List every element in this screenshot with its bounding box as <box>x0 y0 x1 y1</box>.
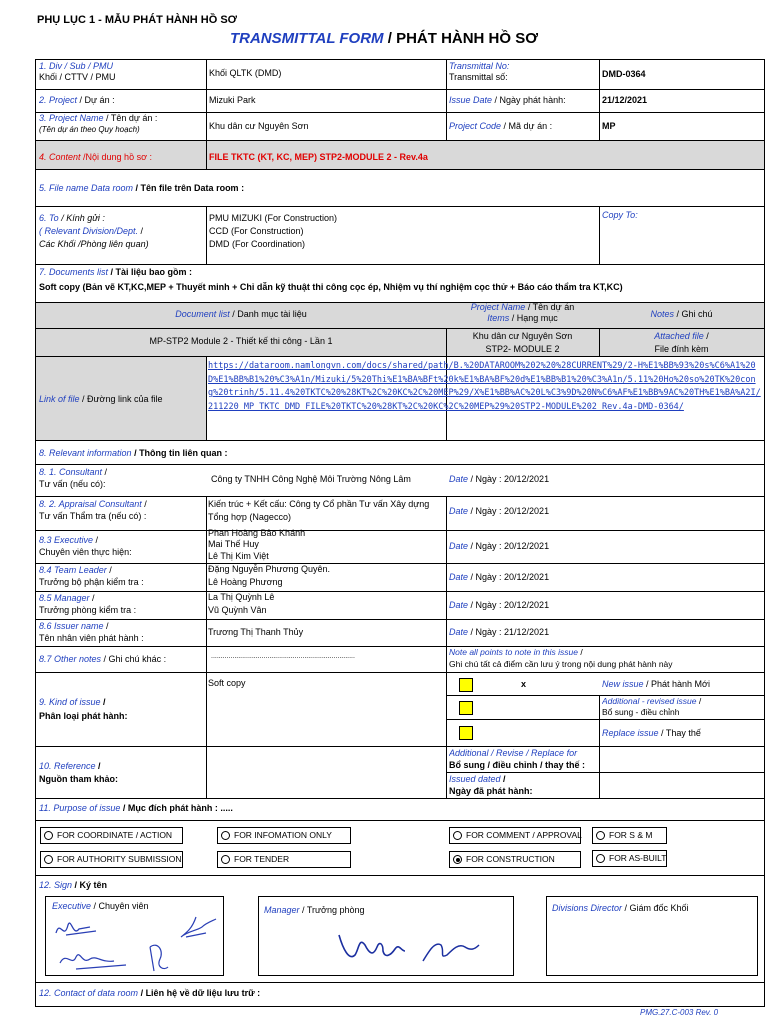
other-notes-dots: .......................................................................... <box>211 653 355 660</box>
radio-selected-icon <box>453 855 462 864</box>
purpose-sm-radio[interactable]: FOR S & M <box>592 827 667 844</box>
issuer-date: Date / Ngày : 21/12/2021 <box>449 627 550 637</box>
executive-signature-box <box>45 896 224 976</box>
manager-signature-box <box>258 896 514 976</box>
team-leader-label: 8.4 Team Leader / Trưởng bộ phận kiểm tra : <box>39 565 144 588</box>
to-label: 6. To / Kính gửi : ( Relevant Division/Dept. / Các Khối /Phòng liên quan) <box>39 213 149 250</box>
kind-value: Soft copy <box>208 678 246 688</box>
transmittal-no-label: Transmittal No: Transmittal số: <box>449 61 510 83</box>
project-name-value: Khu dân cư Nguyên Sơn <box>209 121 309 131</box>
radio-circle-icon <box>44 831 53 840</box>
purpose-label: 11. Purpose of issue / Mục đích phát hành : ..... <box>39 803 233 813</box>
div-label: 1. Div / Sub / PMU Khối / CTTV / PMU <box>39 61 116 83</box>
issue-date-value: 21/12/2021 <box>602 95 648 105</box>
radio-circle-icon <box>221 855 230 864</box>
reference-label: 10. Reference / Nguồn tham khảo: <box>39 761 118 785</box>
appraisal-label: 8. 2. Appraisal Consultant / Tư vấn Thẩm tra (nếu có) : <box>39 499 147 522</box>
executive-label: 8.3 Executive / Chuyên viên thực hiện: <box>39 535 132 558</box>
other-notes-label: 8.7 Other notes / Ghi chú khác : <box>39 654 167 664</box>
radio-circle-icon <box>596 854 605 863</box>
project-value: Mizuki Park <box>209 95 256 105</box>
project-items-value: Khu dân cư Nguyên Sơn STP2- MODULE 2 <box>472 331 573 354</box>
relevant-label: 8. Relevant information / Thông tin liên quan : <box>39 448 228 458</box>
appraisal-date: Date / Ngày : 20/12/2021 <box>449 506 550 516</box>
purpose-information-radio[interactable]: FOR INFOMATION ONLY <box>217 827 351 844</box>
radio-circle-icon <box>453 831 462 840</box>
consultant-value: Công ty TNHH Công Nghệ Môi Trường Nông Lâm <box>211 474 411 484</box>
appraisal-value: Kiến trúc + Kết cấu: Công ty Cổ phần Tư vấn Xây dựng Tổng hợp (Nagecco) <box>208 499 430 523</box>
transmittal-no-value: DMD-0364 <box>602 69 646 79</box>
manager-value: La Thị Quỳnh Lê Vũ Quỳnh Vân <box>208 592 275 615</box>
notes-header: Notes / Ghi chú <box>650 309 713 319</box>
form-title-en: TRANSMITTAL FORM <box>229 30 384 47</box>
kind-label: 9. Kind of issue / Phân loại phát hành: <box>39 697 128 721</box>
reference-issued-label: Issued dated / Ngày đã phát hành: <box>449 774 533 797</box>
issuer-value: Trương Thị Thanh Thủy <box>208 627 304 637</box>
contact-label: 12. Contact of data room / Liên hệ về dữ liệu lưu trữ : <box>39 988 261 998</box>
revised-issue-label: Additional - revised issue / Bổ sung - điều chỉnh <box>602 696 702 717</box>
manager-signature-image <box>259 915 513 975</box>
manager-sign-label: Manager / Trưởng phòng <box>264 905 365 915</box>
form-title: TRANSMITTAL FORM / PHÁT HÀNH HỒ SƠ <box>229 30 539 47</box>
purpose-construction-radio[interactable]: FOR CONSTRUCTION <box>449 851 581 868</box>
doc-list-value: MP-STP2 Module 2 - Thiết kế thi công - Lần 1 <box>149 336 333 346</box>
team-leader-value: Đặng Nguyễn Phương Quyên. Lê Hoàng Phương <box>208 564 331 587</box>
project-code-label: Project Code / Mã dự án : <box>449 121 553 131</box>
issuer-label: 8.6 Issuer name / Tên nhân viên phát hành : <box>39 621 144 644</box>
director-signature-box <box>546 896 758 976</box>
project-label: 2. Project / Dự án : <box>39 95 115 105</box>
radio-circle-icon <box>596 831 605 840</box>
content-label: 4. Content /Nội dung hồ sơ : <box>39 152 152 162</box>
executive-date: Date / Ngày : 20/12/2021 <box>449 541 550 551</box>
manager-label: 8.5 Manager / Trưởng phòng kiểm tra : <box>39 593 137 616</box>
new-issue-mark: x <box>521 679 527 689</box>
revised-issue-checkbox[interactable] <box>459 701 473 715</box>
transmittal-form <box>35 59 765 1007</box>
purpose-asbuilt-radio[interactable]: FOR AS-BUILT <box>592 850 667 867</box>
copy-to-label: Copy To: <box>602 210 638 220</box>
recipient-1: PMU MIZUKI (For Construction) <box>209 213 338 223</box>
form-code: PMG.27.C-003 Rev. 0 <box>640 1008 719 1017</box>
issue-date-label: Issue Date / Ngày phát hành: <box>449 95 566 105</box>
file-name-label: 5. File name Data room / Tên file trên Data room : <box>39 183 245 193</box>
form-title-vi: PHÁT HÀNH HỒ SƠ <box>396 30 539 47</box>
radio-circle-icon <box>221 831 230 840</box>
executive-value: Phan Hoàng Bảo Khánh Mai Thế Huy Lê Thị Kim Việt <box>208 528 306 561</box>
to-recipients <box>209 212 594 251</box>
sign-label: 12. Sign / Ký tên <box>39 880 108 890</box>
project-code-value: MP <box>602 121 616 131</box>
consultant-label: 8. 1. Consultant / Tư vấn (nếu có): <box>39 467 108 490</box>
purpose-authority-radio[interactable]: FOR AUTHORITY SUBMISSION <box>40 851 183 868</box>
director-sign-label: Divisions Director / Giám đốc Khối <box>552 903 689 913</box>
file-link[interactable]: https://dataroom.namlongvn.com/docs/shared/path/B.%20DATAROOM%202%20%28CURRENT%29/2-H%E1%BB%93%20s%C6%A1%20D%E1%BB%B1%20%C3%A1n/Mizuki/5%20Thi%E1%BA%BFt%20k%E1%BA%BF%20d%E1%BB%B1%20%C3%A1n/5.11%20Ho%20so%20TK%20cong%20trinh/5.11.4%20TKTC%20%28KT%2C%20KC%2C%20MEP%29/X%E1%BB%AC%20L%C3%9D%20N%C6%AF%E1%BB%9AC%20TH%E1%BA%A2I/211220_MP_TKTC_DMD_FILE%20TKTC%20%28KT%2C%20KC%2C%20MEP%29%20STP2-MODULE%202_Rev.4a-DMD-0364/ <box>208 361 761 412</box>
div-value: Khối QLTK (DMD) <box>209 68 282 78</box>
softcopy-description: Soft copy (Bản vẽ KT,KC,MEP + Thuyết minh + Chỉ dẫn kỹ thuật thi công cọc ép, Nhiệm vụ thí nghiệm cọc thử + Báo cáo thẩm tra KT,KC) <box>39 282 623 292</box>
purpose-comment-radio[interactable]: FOR COMMENT / APPROVAL <box>449 827 581 844</box>
consultant-date: Date / Ngày : 20/12/2021 <box>449 474 550 484</box>
purpose-tender-radio[interactable]: FOR TENDER <box>217 851 351 868</box>
manager-date: Date / Ngày : 20/12/2021 <box>449 600 550 610</box>
team-leader-date: Date / Ngày : 20/12/2021 <box>449 572 550 582</box>
purpose-coordinate-radio[interactable]: FOR COORDINATE / ACTION <box>40 827 183 844</box>
radio-circle-icon <box>44 855 53 864</box>
doc-list-header: Document list / Danh mục tài liệu <box>175 309 307 319</box>
other-notes-hint: Note all points to note in this issue / Ghi chú tất cả điểm cần lưu ý trong nội dung phát hành này <box>449 647 673 669</box>
link-label: Link of file / Đường link của file <box>39 394 163 404</box>
new-issue-label: New issue / Phát hành Mới <box>602 679 710 689</box>
content-value: FILE TKTC (KT, KC, MEP) STP2-MODULE 2 - Rev.4a <box>209 152 428 162</box>
recipient-2: CCD (For Construction) <box>209 226 304 237</box>
replace-issue-checkbox[interactable] <box>459 726 473 740</box>
new-issue-checkbox[interactable] <box>459 678 473 692</box>
project-name-label: 3. Project Name / Tên dự án : (Tên dự án theo Quy hoạch) <box>39 113 158 135</box>
project-items-header: Project Name / Tên dự án Items / Hạng mục <box>470 302 575 324</box>
executive-sign-label: Executive / Chuyên viên <box>52 901 149 911</box>
recipient-3: DMD (For Coordination) <box>209 239 306 250</box>
executive-signature-image <box>46 911 224 975</box>
documents-label: 7. Documents list / Tài liệu bao gồm : <box>39 267 193 277</box>
replace-issue-label: Replace issue / Thay thế <box>602 728 701 738</box>
attached-file-note: Attached file / File đính kèm <box>654 331 709 354</box>
reference-revise-label: Additional / Revise / Replace for Bổ sung / điều chỉnh / thay thế : <box>449 748 586 771</box>
appendix-title: PHỤ LỤC 1 - MẪU PHÁT HÀNH HỒ SƠ <box>37 14 238 26</box>
